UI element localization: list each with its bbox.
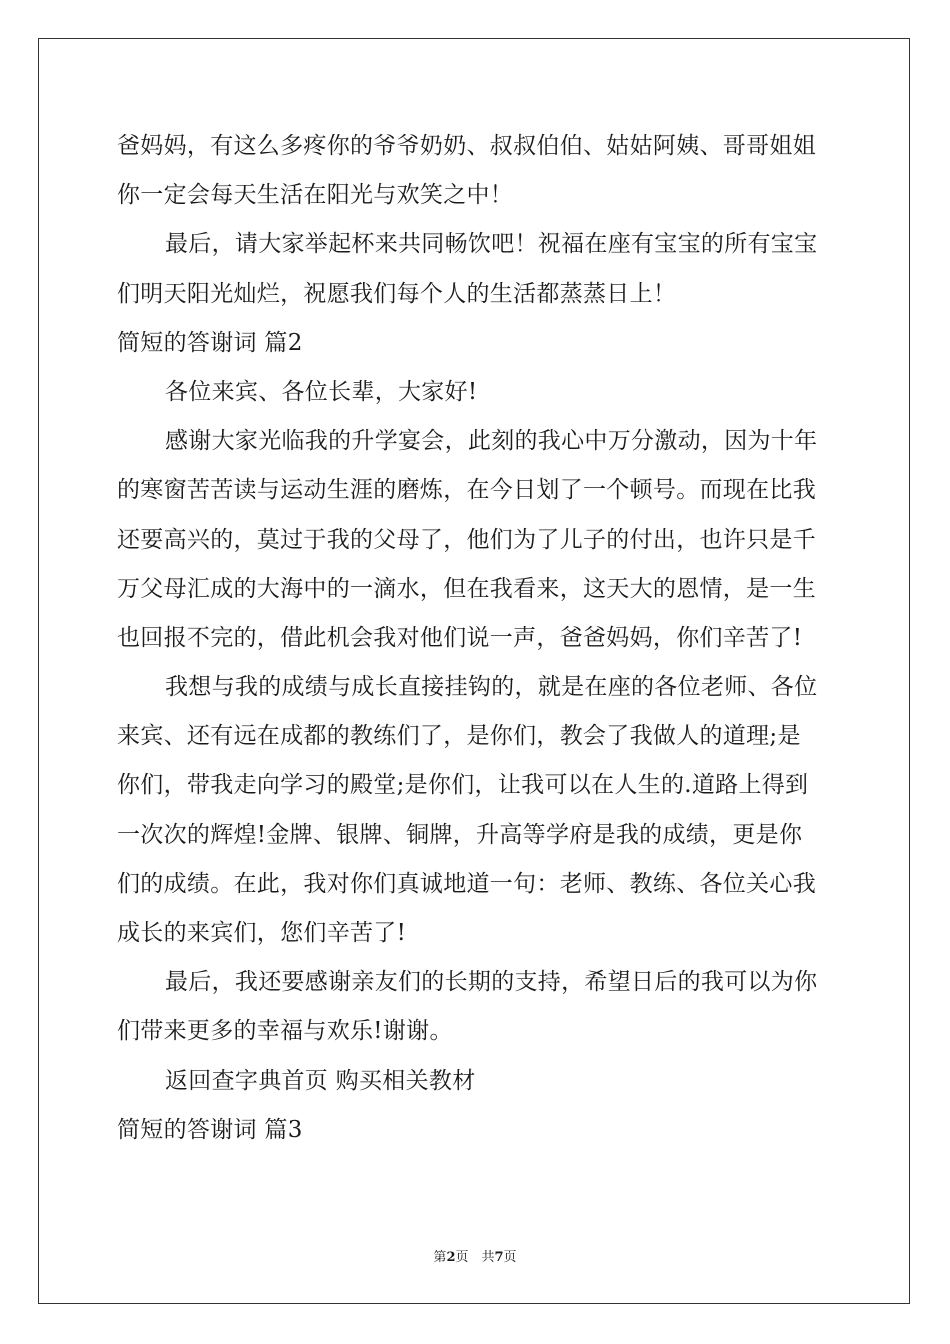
paragraph-line: 们的成绩。在此，我对你们真诚地道一句：老师、教练、各位关心我 (117, 870, 816, 897)
paragraph-line: 的寒窗苦苦读与运动生涯的磨炼，在今日划了一个顿号。而现在比我 (117, 477, 816, 504)
paragraph-line: 最后，我还要感谢亲友们的长期的支持，希望日后的我可以为你 (165, 969, 818, 996)
paragraph-line: 你一定会每天生活在阳光与欢笑之中！ (117, 182, 514, 209)
paragraph-line: 们明天阳光灿烂，祝愿我们每个人的生活都蒸蒸日上！ (117, 280, 677, 307)
paragraph-line: 最后，请大家举起杯来共同畅饮吧！祝福在座有宝宝的所有宝宝 (165, 231, 818, 258)
paragraph-line: 一次次的辉煌!金牌、银牌、铜牌，升高等学府是我的成绩，更是你 (117, 821, 803, 848)
section-heading: 简短的答谢词 篇2 (117, 329, 303, 356)
paragraph-line: 我想与我的成绩与成长直接挂钩的，就是在座的各位老师、各位 (165, 674, 818, 701)
document-body (117, 122, 833, 1155)
paragraph-line: 万父母汇成的大海中的一滴水，但在我看来，这天大的恩情，是一生 (117, 575, 816, 602)
page-footer (0, 1246, 950, 1265)
page-total: 7 (494, 1250, 504, 1265)
paragraph-line: 也回报不完的，借此机会我对他们说一声，爸爸妈妈，你们辛苦了! (117, 624, 803, 651)
page-suffix: 页 (503, 1250, 517, 1265)
page-mid: 页 共 (455, 1250, 495, 1265)
paragraph-line: 各位来宾、各位长辈，大家好! (165, 378, 478, 405)
paragraph-line: 你们，带我走向学习的殿堂;是你们，让我可以在人生的.道路上得到 (117, 772, 809, 799)
related-links-line[interactable]: 返回查字典首页 购买相关教材 (165, 1067, 476, 1094)
paragraph-line: 来宾、还有远在成都的教练们了，是你们，教会了我做人的道理;是 (117, 723, 801, 750)
section-heading: 简短的答谢词 篇3 (117, 1116, 303, 1143)
paragraph-line: 成长的来宾们，您们辛苦了! (117, 920, 407, 946)
page-current: 2 (446, 1250, 456, 1265)
paragraph-line: 感谢大家光临我的升学宴会，此刻的我心中万分激动，因为十年 (165, 428, 818, 455)
page-prefix: 第 (433, 1250, 447, 1265)
paragraph-line: 爸妈妈，有这么多疼你的爷爷奶奶、叔叔伯伯、姑姑阿姨、哥哥姐姐 (117, 133, 816, 159)
paragraph-line: 们带来更多的幸福与欢乐!谢谢。 (117, 1018, 453, 1045)
paragraph-line: 还要高兴的，莫过于我的父母了，他们为了儿子的付出，也许只是千 (117, 526, 816, 553)
